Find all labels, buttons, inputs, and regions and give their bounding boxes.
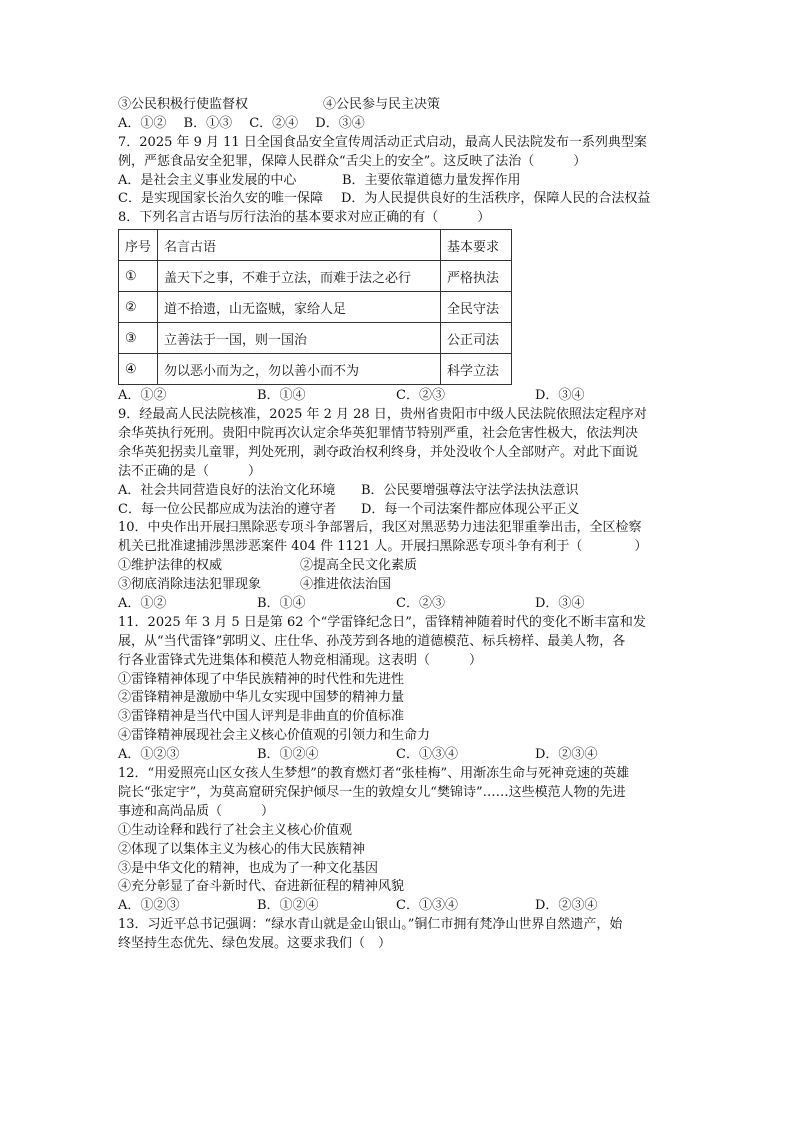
q7-stem-line-2: 例，严惩食品安全犯罪，保障人民群众“舌尖上的安全”。这反映了法治（ ） <box>118 153 587 169</box>
q12-statement: ③是中华文化的精神，也成为了一种文化基因 <box>118 860 379 876</box>
q7-option-a: A．是社会主义事业发展的中心 <box>118 172 297 188</box>
exam-page <box>118 96 678 954</box>
q12-choice-a: A．①②③ <box>118 898 180 914</box>
q11-stem-line-1: 11．2025 年 3 月 5 日是第 62 个“学雷锋纪念日”，雷锋精神随着时代的变化不断丰富和发 <box>118 614 646 630</box>
q11-choice-d: D．②③④ <box>535 747 598 763</box>
header-quote: 名言古语 <box>158 230 441 261</box>
q11-statement: ④雷锋精神展现社会主义核心价值观的引领力和生命力 <box>118 728 431 744</box>
q8-choice-c: C．②③ <box>396 388 445 404</box>
q10-choice-d: D．③④ <box>535 596 585 612</box>
q10-choice-a: A．①② <box>118 596 167 612</box>
q8-choice-d: D．③④ <box>535 388 585 404</box>
q12-choice-c: C．①③④ <box>396 898 458 914</box>
q10-choice-b: B．①④ <box>257 596 306 612</box>
q10-statement-1: ①维护法律的权威 <box>118 558 223 574</box>
q12-statement: ②体现了以集体主义为核心的伟大民族精神 <box>118 841 366 857</box>
row-requirement: 公正司法 <box>441 323 512 354</box>
q12-choice-b: B．①②④ <box>257 898 319 914</box>
q10-stem-line-1: 10．中央作出开展扫黑除恶专项斗争部署后，我区对黑恶势力违法犯罪重拳出击，全区检察 <box>118 520 642 536</box>
row-index: ④ <box>119 354 158 385</box>
q7-option-b: B．主要依靠道德力量发挥作用 <box>342 172 521 188</box>
row-requirement: 严格执法 <box>441 261 512 292</box>
q10-statement-3: ③彻底消除违法犯罪现象 <box>118 577 262 593</box>
row-index: ③ <box>119 323 158 354</box>
q9-option-c: C．每一位公民都应成为法治的遵守者 <box>118 501 336 517</box>
row-requirement: 科学立法 <box>441 354 512 385</box>
q7-options-ab <box>118 172 678 191</box>
q9-option-d: D．每一个司法案件都应体现公平正义 <box>361 501 580 517</box>
q11-choice-b: B．①②④ <box>257 747 319 763</box>
q9-stem-line-3: 余华英犯拐卖儿童罪，判处死刑，剥夺政治权利终身，并处没收个人全部财产。对此下面说 <box>118 444 639 460</box>
q6-statements-row <box>118 96 678 115</box>
q13-stem-line-2: 终坚持生态优先、绿色发展。这要求我们（ ） <box>118 936 392 952</box>
q10-stem-line-2: 机关已批准逮捕涉黑涉恶案件 404 件 1121 人。开展扫黑除恶专项斗争有利于（ ） <box>118 539 648 555</box>
q11-stem-line-3: 行各业雷锋式先进集体和模范人物竞相涌现。这表明（ ） <box>118 652 483 668</box>
row-quote: 盖天下之事，不难于立法，而难于法之必行 <box>158 261 441 292</box>
q9-options-ab <box>118 482 678 501</box>
q11-statement: ②雷锋精神是激励中华儿女实现中国梦的精神力量 <box>118 690 405 706</box>
table-header-row <box>119 230 512 261</box>
q10-choices <box>118 595 678 614</box>
q12-statement: ①生动诠释和践行了社会主义核心价值观 <box>118 822 353 838</box>
header-requirement: 基本要求 <box>441 230 512 261</box>
q9-stem-line-2: 余华英执行死刑。贵阳中院再次认定余华英犯罪情节特别严重，社会危害性极大，依法判决 <box>118 426 639 442</box>
row-quote: 勿以恶小而为之，勿以善小而不为 <box>158 354 441 385</box>
q9-stem-line-1: 9．经最高人民法院核准，2025 年 2 月 28 日，贵州省贵阳市中级人民法院依照法定程序对 <box>118 407 647 423</box>
row-quote: 道不拾遗，山无盗贼，家给人足 <box>158 292 441 323</box>
q12-choice-d: D．②③④ <box>535 898 598 914</box>
q9-option-b: B．公民要增强尊法守法学法执法意识 <box>361 482 579 498</box>
q11-choices <box>118 746 678 765</box>
q11-statement: ①雷锋精神体现了中华民族精神的时代性和先进性 <box>118 671 405 687</box>
q11-stem-line-2: 展，从“当代雷锋”郭明义、庄仕华、孙茂芳到各地的道德模范、标兵榜样、最美人物，各 <box>118 633 626 649</box>
q12-stem-line-2: 院长“张定宇”，为莫高窟研究保护倾尽一生的敦煌女儿“樊锦诗”……这些模范人物的先进 <box>118 784 626 800</box>
q8-choice-a: A．①② <box>118 388 167 404</box>
q6-statement-4: ④公民参与民主决策 <box>323 97 441 112</box>
q10-statements-12 <box>118 557 678 576</box>
q9-option-a: A．社会共同营造良好的法治文化环境 <box>118 482 336 498</box>
q12-stem-line-3: 事迹和高尚品质（ ） <box>118 803 275 819</box>
q8-table <box>118 229 512 385</box>
row-requirement: 全民守法 <box>441 292 512 323</box>
q10-choice-c: C．②③ <box>396 596 445 612</box>
q7-stem-line-1: 7．2025 年 9 月 11 日全国食品安全宣传周活动正式启动，最高人民法院发布一系列典型案 <box>118 134 647 150</box>
q6-choices: A．①② B．①③ C．②④ D．③④ <box>118 115 365 131</box>
q10-statement-2: ②提高全民文化素质 <box>300 558 418 574</box>
q11-choice-c: C．①③④ <box>396 747 458 763</box>
q11-choice-a: A．①②③ <box>118 747 180 763</box>
table-row <box>119 261 512 292</box>
q7-option-c: C．是实现国家长治久安的唯一保障 <box>118 191 323 207</box>
q9-stem-line-4: 法不正确的是（ ） <box>118 463 262 479</box>
q10-statement-4: ④推进依法治国 <box>300 577 392 593</box>
row-index: ② <box>119 292 158 323</box>
q6-statement-3: ③公民积极行使监督权 <box>118 97 249 112</box>
row-quote: 立善法于一国，则一国治 <box>158 323 441 354</box>
q8-choice-b: B．①④ <box>257 388 306 404</box>
q8-stem: 8．下列名言古语与厉行法治的基本要求对应正确的有（ ） <box>118 210 491 226</box>
q11-statement: ③雷锋精神是当代中国人评判是非曲直的价值标准 <box>118 709 405 725</box>
q12-stem-line-1: 12．“用爱照亮山区女孩人生梦想”的教育燃灯者“张桂梅”、用渐冻生命与死神竞速的英雄 <box>118 766 630 782</box>
table-row <box>119 292 512 323</box>
q9-options-cd <box>118 501 678 520</box>
q13-stem-line-1: 13．习近平总书记强调：“绿水青山就是金山银山。”铜仁市拥有梵净山世界自然遗产，始 <box>118 917 623 933</box>
table-row <box>119 354 512 385</box>
header-index: 序号 <box>119 230 158 261</box>
q10-statements-34 <box>118 576 678 595</box>
q8-choices <box>118 387 678 406</box>
q12-choices <box>118 897 678 916</box>
row-index: ① <box>119 261 158 292</box>
q12-statement: ④充分彰显了奋斗新时代、奋进新征程的精神风貌 <box>118 879 405 895</box>
table-row <box>119 323 512 354</box>
q7-options-cd <box>118 190 678 209</box>
q7-option-d: D．为人民提供良好的生活秩序，保障人民的合法权益 <box>341 191 651 207</box>
